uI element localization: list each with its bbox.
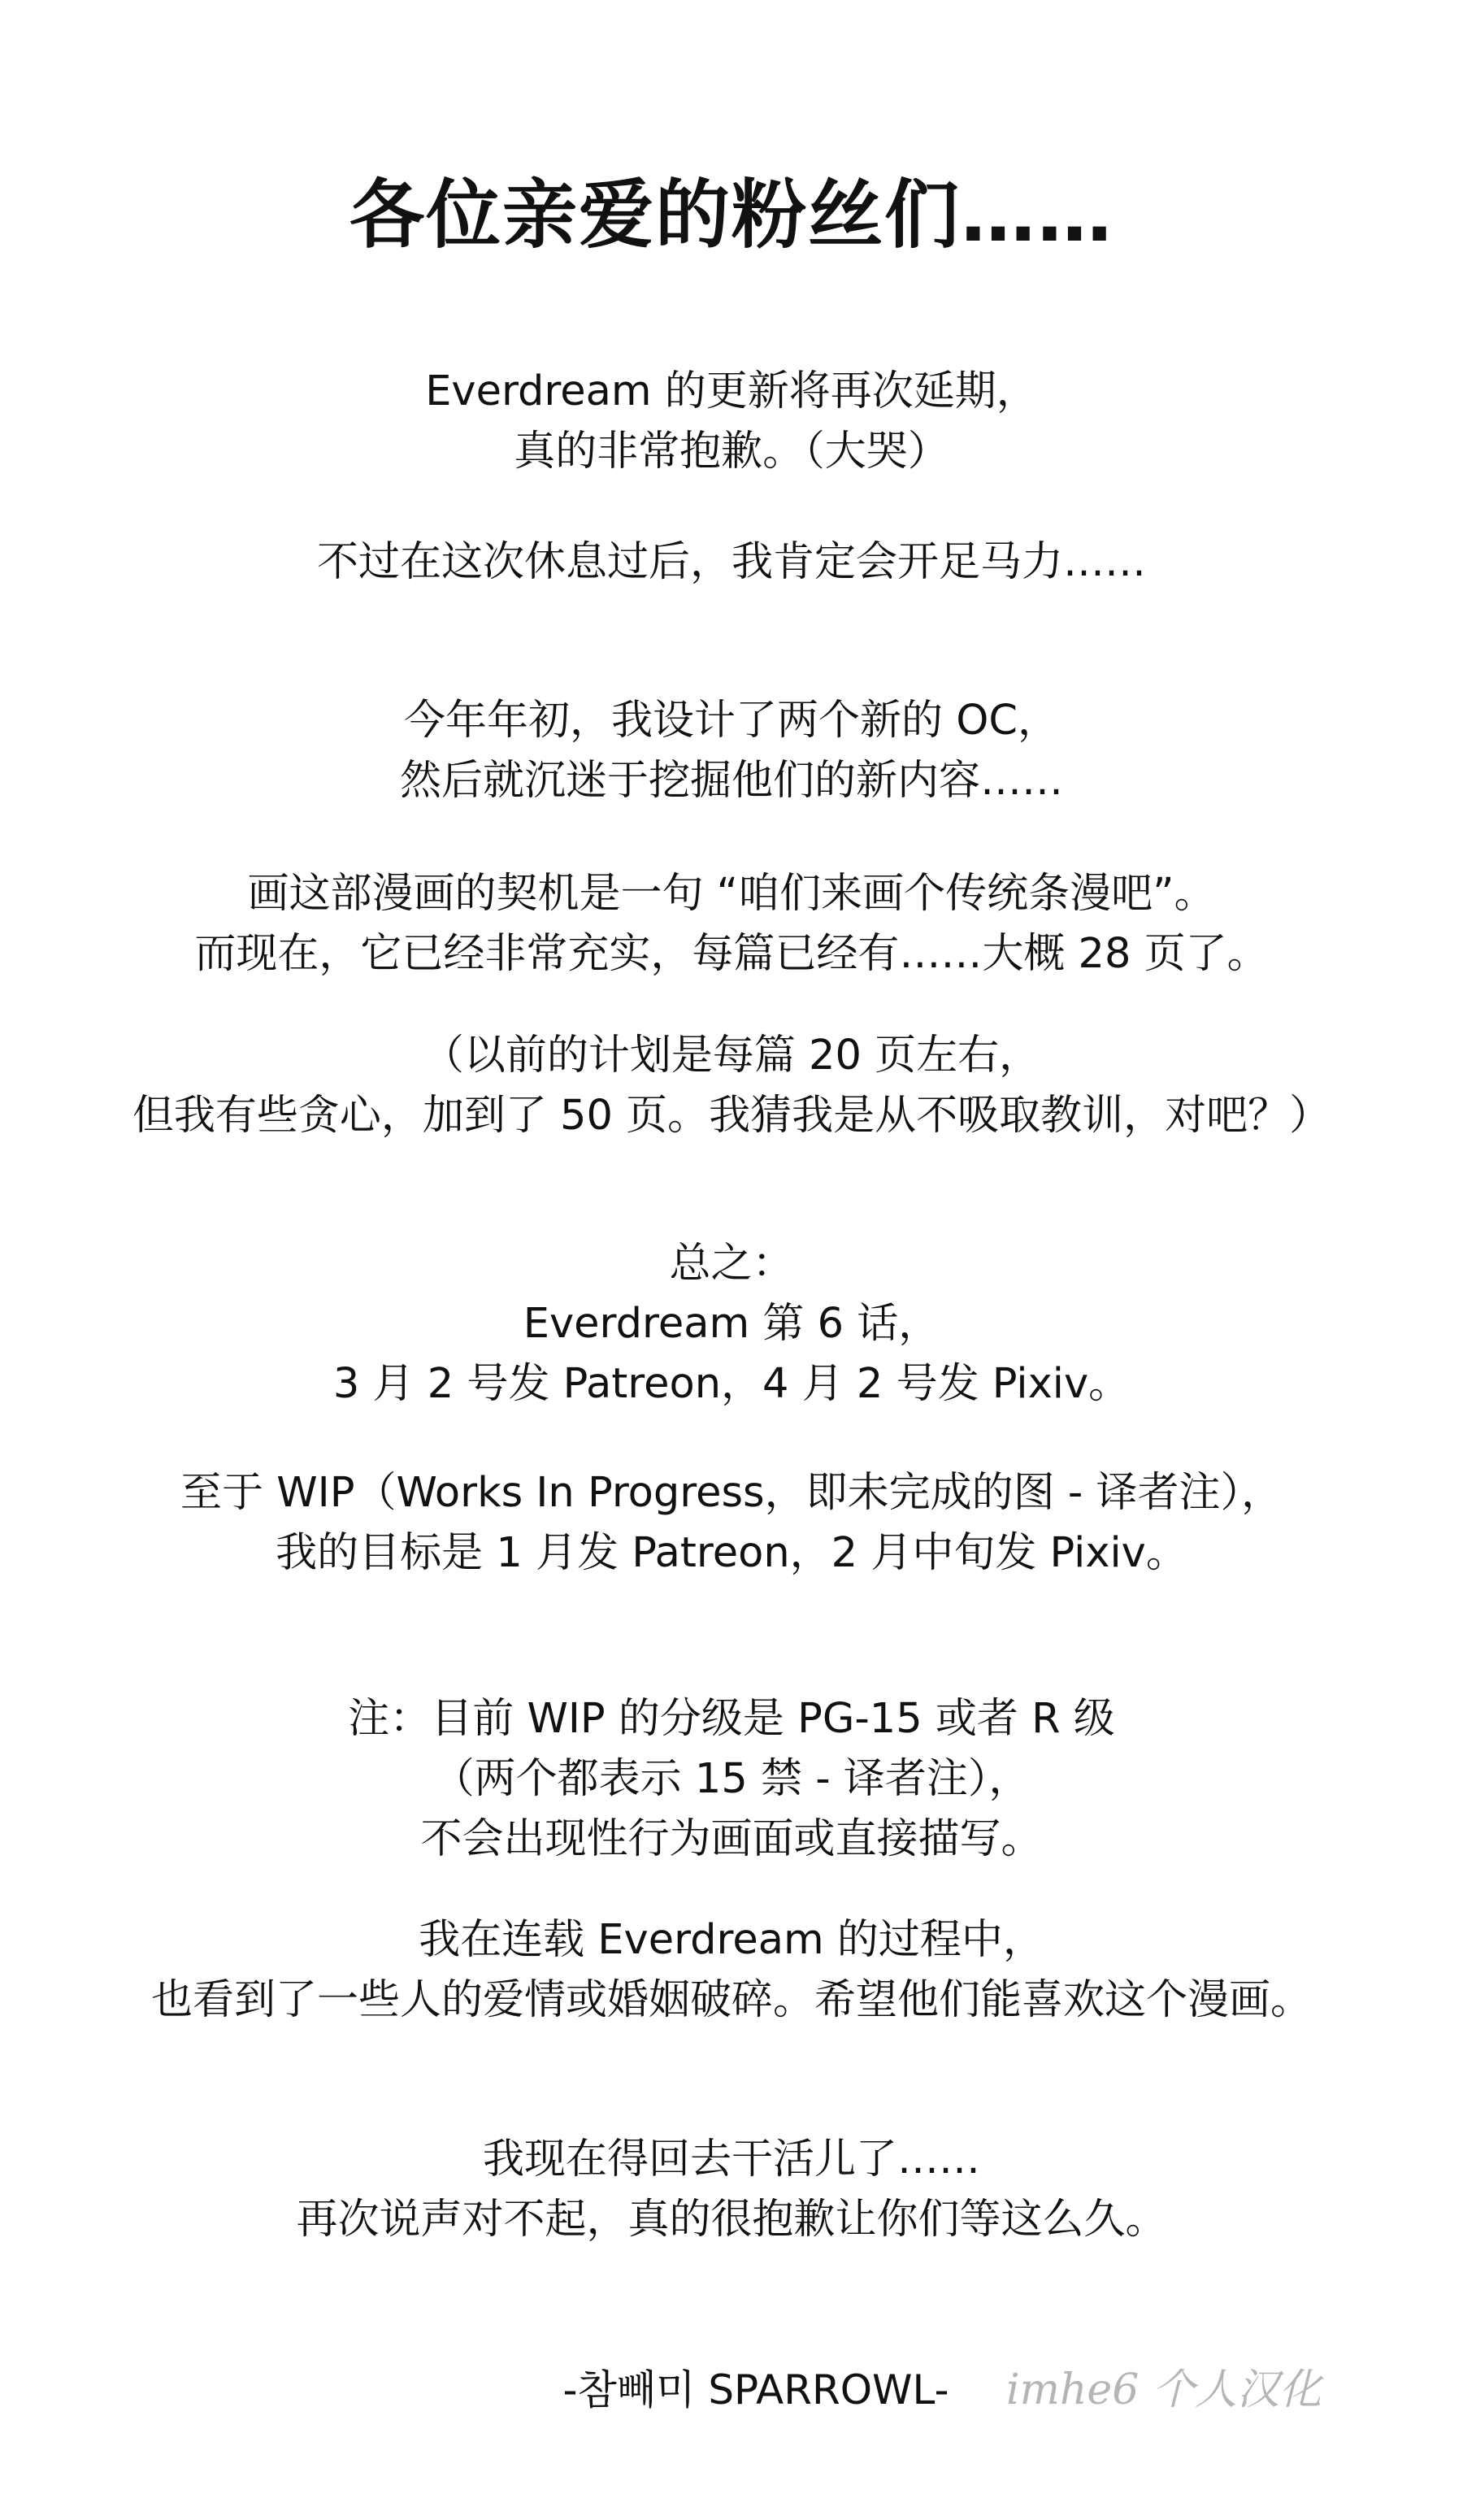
paragraph-line: 3 月 2 号发 Patreon，4 月 2 号发 Pixiv。 [332, 1360, 1131, 1408]
paragraph-line: 我的目标是 1 月发 Patreon，2 月中旬发 Pixiv。 [276, 1529, 1187, 1577]
paragraph-line: 也看到了一些人的爱情或婚姻破碎。希望他们能喜欢这个漫画。 [150, 1976, 1312, 2024]
paragraph-line: （两个都表示 15 禁 - 译者注）， [432, 1755, 1031, 1803]
paragraph-rating-note [0, 1689, 1463, 1870]
translator-watermark: imhe6 个人汉化 [1006, 2366, 1322, 2414]
paragraph-line: 再次说声对不起，真的很抱歉让你们等这么久。 [296, 2196, 1167, 2244]
paragraph-readers-hope [0, 1910, 1463, 2031]
paragraph-line: 画这部漫画的契机是一句 “咱们来画个传统条漫吧”。 [247, 870, 1216, 918]
paragraph-line: 但我有些贪心，加到了 50 页。我猜我是从不吸取教训，对吧？） [132, 1092, 1331, 1140]
paragraph-comic-origin [0, 864, 1463, 984]
paragraph-line: （以前的计划是每篇 20 页左右， [422, 1032, 1041, 1080]
paragraph-page-plan [0, 1026, 1463, 1146]
paragraph-closing [0, 2130, 1463, 2250]
paragraph-line: 不过在这次休息过后，我肯定会开足马力…… [316, 538, 1146, 586]
paragraph-new-oc [0, 691, 1463, 811]
paragraph-line: 至于 WIP（Works In Progress，即未完成的图 - 译者注）， [180, 1469, 1283, 1517]
paragraph-line: Everdream 第 6 话， [523, 1300, 940, 1348]
author-signature: -참빼미 SPARROWL- [562, 2366, 949, 2414]
paragraph-line: 真的非常抱歉。（大哭） [514, 428, 949, 476]
paragraph-line: 我在连载 Everdream 的过程中， [419, 1916, 1044, 1964]
paragraph-line: Everdream 的更新将再次延期， [425, 367, 1038, 415]
paragraph-line: 而现在，它已经非常充实，每篇已经有……大概 28 页了。 [194, 930, 1269, 978]
paragraph-wip-schedule [0, 1463, 1463, 1584]
paragraph-line: 不会出现性行为画面或直接描写。 [420, 1815, 1043, 1863]
paragraph-line: 今年年初，我设计了两个新的 OC， [404, 697, 1059, 745]
paragraph-line: 我现在得回去干活儿了…… [482, 2135, 980, 2183]
paragraph-line: 注：目前 WIP 的分级是 PG-15 或者 R 级 [348, 1695, 1115, 1743]
page-title: 各位亲爱的粉丝们…… [349, 172, 1114, 259]
paragraph-release-schedule [0, 1234, 1463, 1414]
paragraph-line: 总之： [669, 1240, 794, 1288]
paragraph-after-break [0, 532, 1463, 593]
paragraph-line: 然后就沉迷于挖掘他们的新内容…… [399, 757, 1063, 805]
paragraph-delay-apology [0, 362, 1463, 482]
